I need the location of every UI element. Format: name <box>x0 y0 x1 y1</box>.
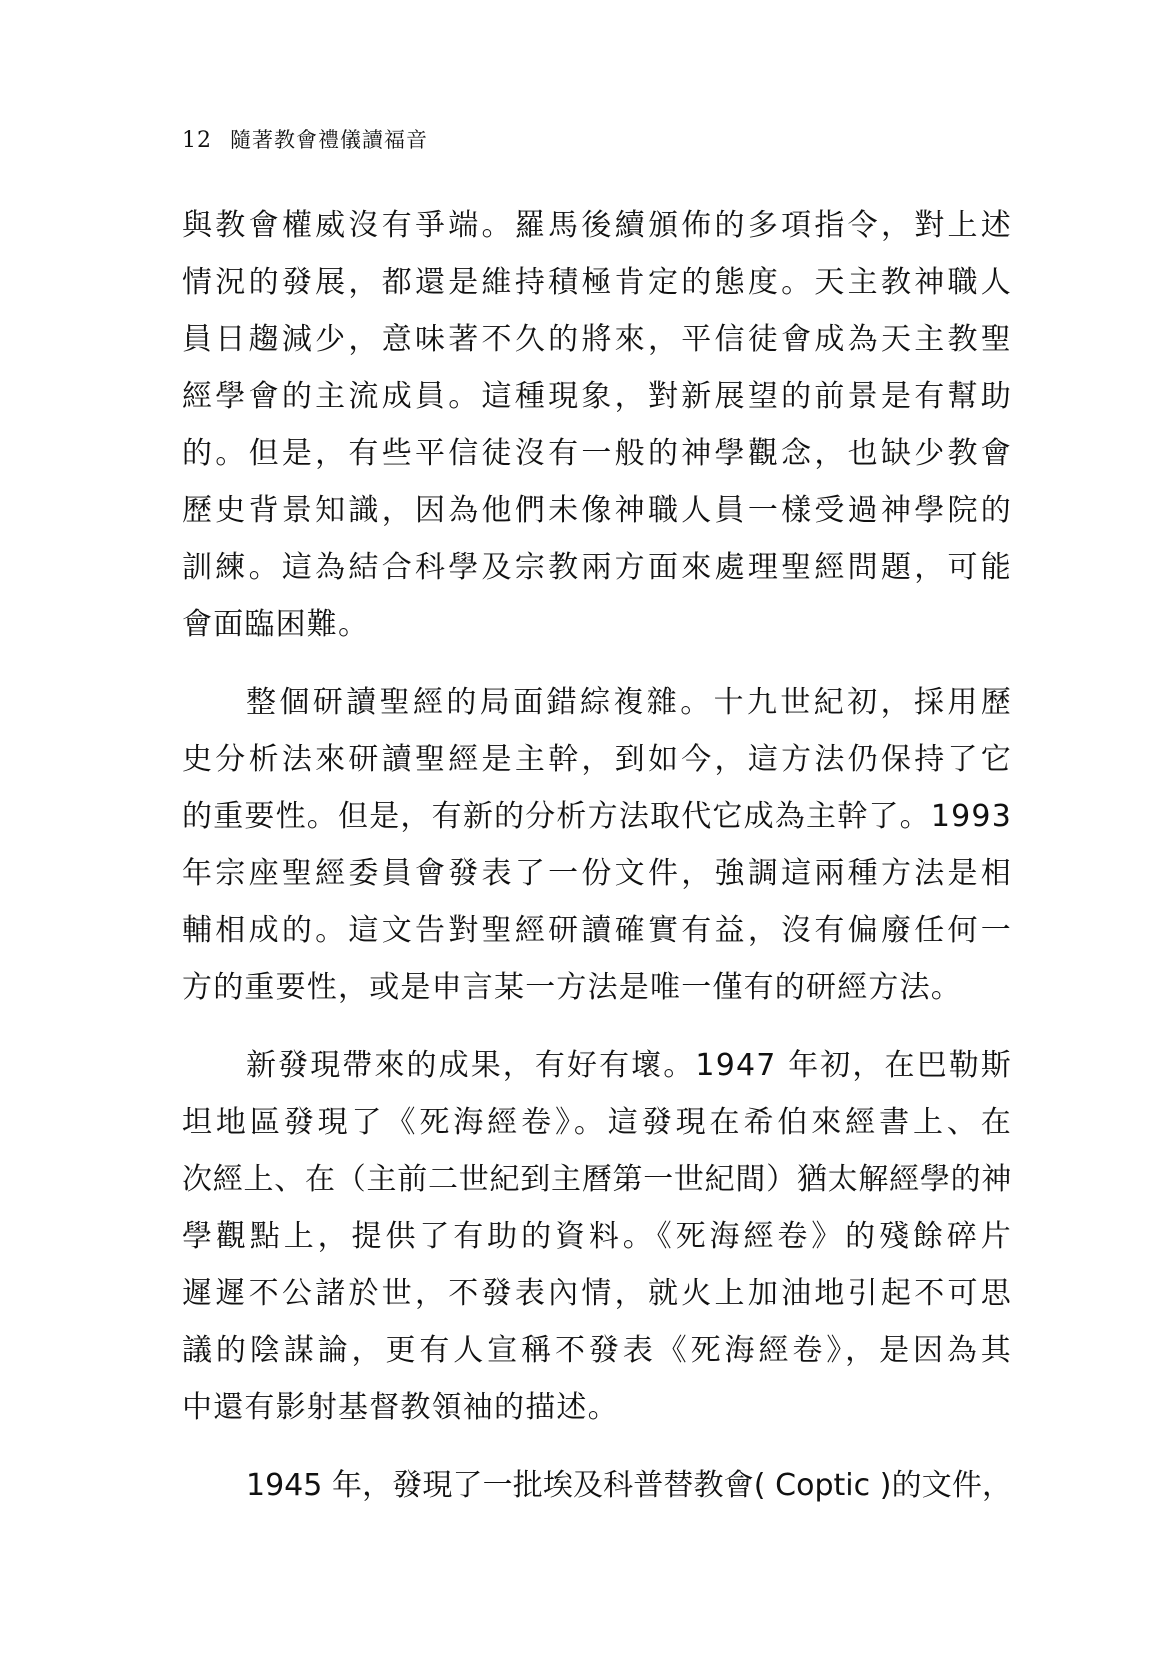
text-line: 情況的發展，都還是維持積極肯定的態度。天主教神職人 <box>182 265 1012 300</box>
paragraph <box>182 1457 1012 1514</box>
text-line: 學觀點上，提供了有助的資料。《死海經卷》的殘餘碎片 <box>182 1219 1012 1254</box>
text-line: 歷史背景知識，因為他們未像神職人員一樣受過神學院的 <box>182 493 1012 528</box>
page-number: 12 <box>182 128 212 153</box>
paragraph <box>182 1037 1012 1436</box>
text-line: 新發現帶來的成果，有好有壞。1947 年初，在巴勒斯 <box>246 1048 1012 1083</box>
text-line: 的。但是，有些平信徒沒有一般的神學觀念，也缺少教會 <box>182 436 1012 471</box>
text-line: 議的陰謀論，更有人宣稱不發表《死海經卷》，是因為其 <box>182 1333 1012 1368</box>
paragraph <box>182 674 1012 1016</box>
text-line: 次經上、在（主前二世紀到主曆第一世紀間）猶太解經學的神 <box>182 1162 1012 1197</box>
book-title: 隨著教會禮儀讀福音 <box>230 128 428 152</box>
text-line: 與教會權威沒有爭端。羅馬後續頒佈的多項指令，對上述 <box>182 208 1012 243</box>
text-line: 中還有影射基督教領袖的描述。 <box>182 1390 619 1425</box>
text-line: 會面臨困難。 <box>182 607 370 642</box>
text-line: 輔相成的。這文告對聖經研讀確實有益，沒有偏廢任何一 <box>182 913 1012 948</box>
text-line: 年宗座聖經委員會發表了一份文件，強調這兩種方法是相 <box>182 856 1012 891</box>
text-line: 史分析法來研讀聖經是主幹，到如今，這方法仍保持了它 <box>182 742 1012 777</box>
text-line: 坦地區發現了《死海經卷》。這發現在希伯來經書上、在 <box>182 1105 1012 1140</box>
text-line: 訓練。這為結合科學及宗教兩方面來處理聖經問題，可能 <box>182 550 1012 585</box>
text-line: 整個研讀聖經的局面錯綜複雜。十九世紀初，採用歷 <box>246 685 1012 720</box>
body-text <box>182 197 1012 1514</box>
paragraph-gap <box>182 1016 1012 1037</box>
text-line: 方的重要性，或是申言某一方法是唯一僅有的研經方法。 <box>182 970 962 1005</box>
text-line: 遲遲不公諸於世，不發表內情，就火上加油地引起不可思 <box>182 1276 1012 1311</box>
text-line: 1945 年，發現了一批埃及科普替教會( Coptic )的文件， <box>246 1468 1012 1503</box>
paragraph-gap <box>182 1436 1012 1457</box>
paragraph <box>182 197 1012 653</box>
text-line: 員日趨減少，意味著不久的將來，平信徒會成為天主教聖 <box>182 322 1012 357</box>
text-line: 的重要性。但是，有新的分析方法取代它成為主幹了。1993 <box>182 799 1012 834</box>
text-line: 經學會的主流成員。這種現象，對新展望的前景是有幫助 <box>182 379 1012 414</box>
running-header <box>182 124 428 157</box>
paragraph-gap <box>182 653 1012 674</box>
